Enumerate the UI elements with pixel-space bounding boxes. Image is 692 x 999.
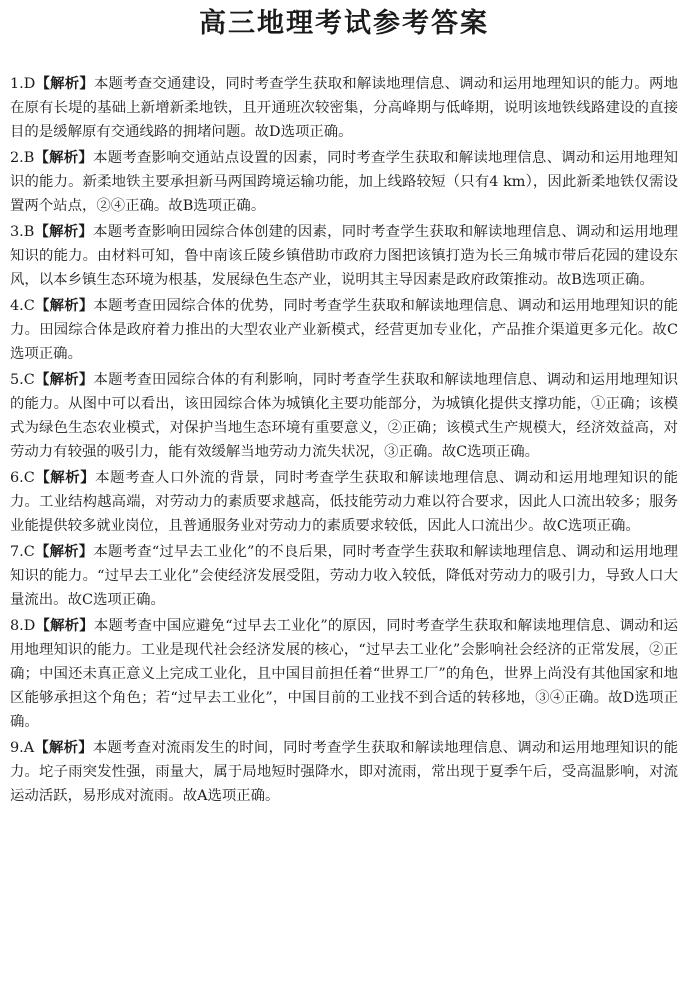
answer-item-2: [10, 146, 678, 218]
answer-item-7: [10, 540, 678, 612]
analysis-tag: 【解析】: [35, 75, 94, 92]
answer-text: 本题考查影响交通站点设置的因素，同时考查学生获取和解读地理信息、调动和运用地理知识的能力。新柔地铁主要承担新马两国跨境运输功能，加上线路较短（只有4 km），因此新柔地铁仅需设置两个站点，②④正确。故B选项正确。: [10, 150, 678, 214]
analysis-tag: 【解析】: [34, 223, 94, 240]
answer-item-4: [10, 294, 678, 366]
answer-item-1: [10, 72, 678, 144]
analysis-tag: 【解析】: [34, 469, 96, 486]
answer-number: 8.D: [10, 618, 36, 634]
answer-text: 本题考查“过早去工业化”的不良后果，同时考查学生获取和解读地理信息、调动和运用地理知识的能力。“过早去工业化”会使经济发展受阻，劳动力收入较低，降低对劳动力的吸引力，导致人口大量流出。故C选项正确。: [10, 544, 678, 608]
answer-list: [10, 72, 678, 808]
analysis-tag: 【解析】: [34, 297, 94, 314]
answer-number: 5.C: [10, 372, 35, 388]
answer-item-3: [10, 220, 678, 292]
answer-text: 本题考查对流雨发生的时间，同时考查学生获取和解读地理信息、调动和运用地理知识的能力。坨子雨突发性强，雨量大，属于局地短时强降水，即对流雨，常出现于夏季午后，受高温影响，对流运动活跃，易形成对流雨。故A选项正确。: [10, 740, 678, 804]
answer-item-9: [10, 736, 678, 808]
answer-number: 1.D: [10, 76, 36, 92]
page-title: 高三地理考试参考答案: [199, 8, 489, 39]
analysis-tag: 【解析】: [34, 149, 94, 166]
analysis-tag: 【解析】: [35, 617, 94, 634]
answer-text: 本题考查人口外流的背景，同时考查学生获取和解读地理信息、调动和运用地理知识的能力。工业结构越高端，对劳动力的素质要求越高，低技能劳动力难以符合要求，因此人口流出较多；服务业能提供较多就业岗位，且普通服务业对劳动力的素质要求较低，因此人口流出少。故C选项正确。: [10, 470, 678, 534]
answer-item-6: [10, 466, 678, 538]
answer-text: 本题考查影响田园综合体创建的因素，同时考查学生获取和解读地理信息、调动和运用地理知识的能力。由材料可知，鲁中南该丘陵乡镇借助市政府力图把该镇打造为长三角城市带后花园的建设东风，以本乡镇生态环境为根基，发展绿色生态产业，说明其主导因素是政府政策推动。故B选项正确。: [10, 224, 678, 288]
answer-number: 9.A: [10, 740, 35, 756]
answer-item-5: [10, 368, 678, 464]
analysis-tag: 【解析】: [34, 739, 93, 756]
answer-number: 7.C: [10, 544, 35, 560]
answer-number: 2.B: [10, 150, 35, 166]
answer-text: 本题考查田园综合体的优势，同时考查学生获取和解读地理信息、调动和运用地理知识的能力。田园综合体是政府着力推出的大型农业产业新模式，经营更加专业化，产品推介渠道更多元化。故C选项正确。: [10, 298, 678, 362]
answer-number: 3.B: [10, 224, 35, 240]
analysis-tag: 【解析】: [34, 371, 94, 388]
answer-number: 6.C: [10, 470, 35, 486]
answer-number: 4.C: [10, 298, 35, 314]
analysis-tag: 【解析】: [34, 543, 94, 560]
answer-item-8: [10, 614, 678, 734]
answer-text: 本题考查中国应避免“过早去工业化”的原因，同时考查学生获取和解读地理信息、调动和运用地理知识的能力。工业是现代社会经济发展的核心，“过早去工业化”会影响社会经济的正常发展，②正确；中国还未真正意义上完成工业化，且中国目前担任着“世界工厂”的角色，世界上尚没有其他国家和地区能够承担这个角色；若“过早去工业化”，中国目前的工业找不到合适的转移地，③④正确。故D选项正确。: [10, 618, 678, 730]
answer-text: 本题考查交通建设，同时考查学生获取和解读地理信息、调动和运用地理知识的能力。两地在原有长堤的基础上新增新柔地铁，且开通班次较密集，分高峰期与低峰期，说明该地铁线路建设的直接目的是缓解原有交通线路的拥堵问题。故D选项正确。: [10, 76, 678, 140]
answer-text: 本题考查田园综合体的有利影响，同时考查学生获取和解读地理信息、调动和运用地理知识的能力。从图中可以看出，该田园综合体为城镇化主要功能部分，为城镇化提供支撑功能，①正确；该模式为绿色生态农业模式，对保护当地生态环境有重要意义，②正确；该模式生产规模大，经济效益高，对劳动力有较强的吸引力，能有效缓解当地劳动力流失状况，③正确。故C选项正确。: [10, 372, 678, 460]
